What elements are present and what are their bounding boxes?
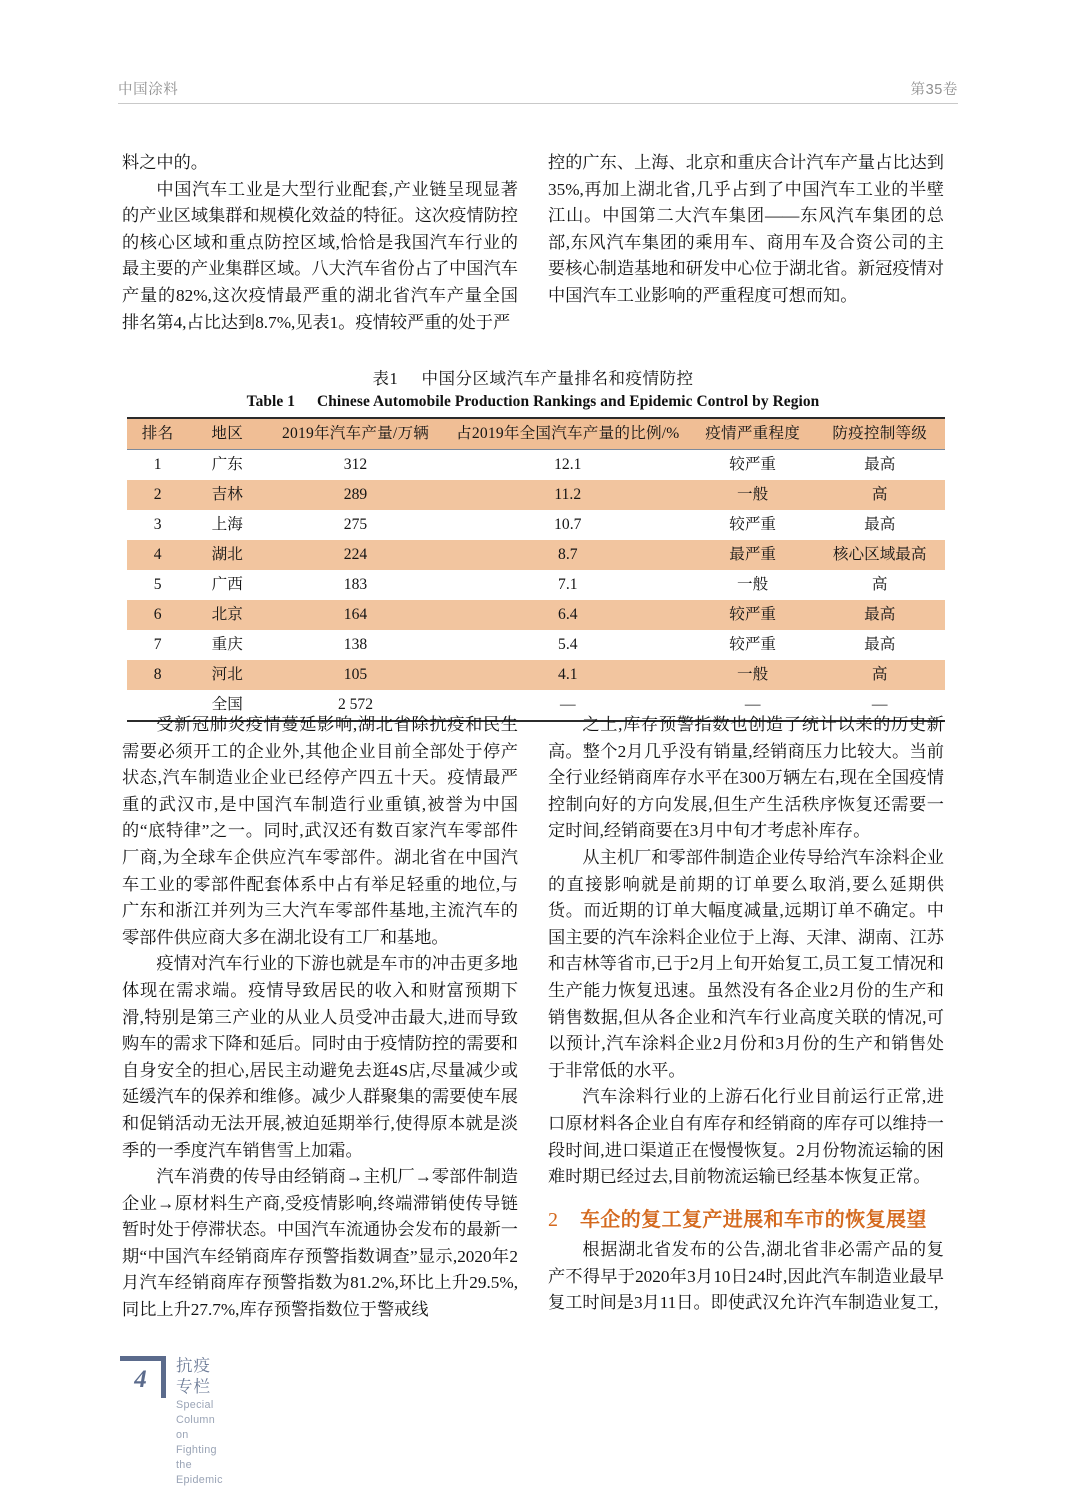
cell-region: 北京 (188, 600, 266, 630)
table-head (127, 418, 945, 450)
table-caption-en-label: Table 1 (246, 393, 296, 410)
paragraph: 中国汽车工业是大型行业配套,产业链呈现显著的产业区域集群和规模化效益的特征。这次疫情防控的核心区域和重点防控区域,恰恰是我国汽车行业的最主要的产业集群区域。八大汽车省份占了中国汽车产量的82%,这次疫情最严重的湖北省汽车产量全国排名第4,占比达到8.7%,见表1。疫情较严重的处于严 (122, 179, 518, 332)
cell-share: — (445, 690, 691, 721)
cell-severity: 最严重 (691, 540, 815, 570)
cell-share: 12.1 (554, 456, 582, 473)
table-header-row (127, 418, 945, 450)
cell-production: 138 (343, 636, 368, 653)
production-ranking-table (127, 417, 945, 722)
table-1-wrapper (127, 417, 945, 722)
cell-control: 高 (871, 576, 888, 593)
cell-control: 最高 (814, 600, 945, 630)
cell-severity: — (691, 690, 815, 721)
cell-control: 最高 (864, 516, 896, 533)
running-head (118, 78, 958, 108)
table-row (127, 480, 945, 510)
cell-region: 广西 (211, 576, 243, 593)
table-row (127, 540, 945, 570)
cell-rank: 5 (153, 576, 162, 593)
paragraph: 疫情对汽车行业的下游也就是车市的冲击更多地体现在需求端。疫情导致居民的收入和财富预期下滑,特别是第三产业的从业人员受冲击最大,进而导致购车的需求下降和延后。同时由于疫情防控的需要和自身安全的担心,居民主动避免去逛4S店,尽量减少或延缓汽车的保养和维修。减少人群聚集的需要使车展和促销活动无法开展,被迫延期举行,使得原本就是淡季的一季度汽车销售雪上加霜。 (122, 954, 518, 1160)
cell-rank: 7 (153, 636, 162, 653)
cell-rank: 4 (127, 540, 188, 570)
body-column-top-left (122, 150, 518, 336)
cell-production: 275 (343, 516, 368, 533)
cell-region: 河北 (188, 660, 266, 690)
running-head-volume: 第35卷 (910, 82, 958, 98)
cell-share: 4.1 (445, 660, 691, 690)
body-column-bottom-right (548, 712, 944, 1191)
paragraph: 料之中的。 (122, 153, 208, 172)
cell-severity: 较严重 (691, 600, 815, 630)
cell-rank: 8 (127, 660, 188, 690)
cell-region: 吉林 (188, 480, 266, 510)
cell-production: 164 (266, 600, 444, 630)
body-column-after-heading (548, 1237, 944, 1317)
table-row (127, 570, 945, 600)
cell-share: 11.2 (445, 480, 691, 510)
cell-severity: 较严重 (729, 516, 777, 533)
mark-right-bar (161, 1356, 166, 1398)
cell-control: 最高 (864, 636, 896, 653)
table-row (127, 660, 945, 690)
paragraph: 汽车消费的传导由经销商→主机厂→零部件制造企业→原材料生产商,受疫情影响,终端滞销使传导链暂时处于停滞状态。中国汽车流通协会发布的最新一期“中国汽车经销商库存预警指数调查”显示,2020年2月汽车经销商库存预警指数为81.2%,环比上升29.5%,同比上升27.7%,库存预警指数位于警戒线 (122, 1167, 518, 1320)
cell-severity: 一般 (691, 480, 815, 510)
section-number: 2 (548, 1209, 559, 1231)
column-header-region: 地区 (188, 418, 266, 450)
cell-region: 广东 (211, 456, 243, 473)
cell-severity: 一般 (691, 660, 815, 690)
table-caption-cn-label: 表1 (372, 369, 399, 388)
section-title: 车企的复工复产进展和车市的恢复展望 (579, 1209, 927, 1231)
table-row (127, 450, 945, 481)
table-caption-english (122, 391, 944, 412)
cell-share: 5.4 (558, 636, 578, 653)
table-row (127, 600, 945, 630)
running-head-rule (118, 103, 958, 104)
footer-text (176, 1356, 223, 1488)
cell-rank: 2 (127, 480, 188, 510)
cell-production: 224 (266, 540, 444, 570)
paragraph: 控的广东、上海、北京和重庆合计汽车产量占比达到35%,再加上湖北省,几乎占到了中国汽车工业的半壁江山。中国第二大汽车集团——东风汽车集团的总部,东风汽车集团的乘用车、商用车及合资公司的主要核心制造基地和研发中心位于湖北省。新冠疫情对中国汽车工业影响的严重程度可想而知。 (548, 153, 944, 305)
cell-control: 核心区域最高 (814, 540, 945, 570)
cell-control: — (814, 690, 945, 721)
cell-production: 312 (343, 456, 368, 473)
cell-region: 湖北 (188, 540, 266, 570)
table-caption-cn-title: 中国分区域汽车产量排名和疫情防控 (421, 369, 694, 388)
cell-share: 8.7 (445, 540, 691, 570)
running-head-journal-title: 中国涂料 (118, 82, 179, 98)
cell-control: 高 (814, 480, 945, 510)
paragraph: 从主机厂和零部件制造企业传导给汽车涂料企业的直接影响就是前期的订单要么取消,要么延期供货。而近期的订单大幅度减量,远期订单不确定。中国主要的汽车涂料企业位于上海、天津、湖南、江苏和吉林等省市,已于2月上旬开始复工,员工复工情况和生产能力恢复迅速。虽然没有各企业2月份的生产和销售数据,但从各企业和汽车行业高度关联的情况,可以预计,汽车涂料企业2月份和3月份的生产和销售处于非常低的水平。 (548, 847, 944, 1080)
cell-severity: 一般 (737, 576, 769, 593)
column-header-share: 占2019年全国汽车产量的比例/% (445, 418, 691, 450)
column-header-control: 防疫控制等级 (814, 418, 945, 450)
paragraph: 汽车涂料行业的上游石化行业目前运行正常,进口原材料各企业自有库存和经销商的库存可以维持一段时间,进口渠道正在慢慢恢复。2月份物流运输的困难时期已经过去,目前物流运输已经基本恢复正常。 (548, 1087, 944, 1187)
cell-region: 上海 (211, 516, 243, 533)
cell-share: 7.1 (558, 576, 578, 593)
table-caption-en-title: Chinese Automobile Production Rankings and Epidemic Control by Region (317, 393, 820, 410)
section-heading (548, 1203, 948, 1232)
cell-region: 全国 (188, 690, 266, 721)
page-number-mark (120, 1356, 166, 1398)
table-caption (122, 368, 944, 412)
cell-production: 289 (266, 480, 444, 510)
table-row (127, 510, 945, 540)
cell-share: 10.7 (554, 516, 582, 533)
cell-share: 6.4 (445, 600, 691, 630)
cell-production: 105 (266, 660, 444, 690)
paragraph: 根据湖北省发布的公告,湖北省非必需产品的复产不得早于2020年3月10日24时,因此汽车制造业最早复工时间是3月11日。即使武汉允许汽车制造业复工, (548, 1240, 944, 1313)
column-header-production: 2019年汽车产量/万辆 (266, 418, 444, 450)
cell-rank: 1 (153, 456, 162, 473)
column-header-rank: 排名 (127, 418, 188, 450)
footer-column-name-en: Special Column on Fighting the Epidemic (176, 1399, 223, 1486)
column-header-severity: 疫情严重程度 (691, 418, 815, 450)
page-number: 4 (134, 1366, 147, 1393)
cell-control: 高 (814, 660, 945, 690)
cell-rank: 6 (127, 600, 188, 630)
body-column-top-right (548, 150, 944, 310)
cell-severity: 较严重 (729, 456, 777, 473)
body-column-bottom-left (122, 712, 518, 1324)
cell-production: 2 572 (266, 690, 444, 721)
cell-production: 183 (343, 576, 368, 593)
cell-control: 最高 (864, 456, 896, 473)
table-body (127, 450, 945, 722)
paragraph: 受新冠肺炎疫情蔓延影响,湖北省除抗疫和民生需要必须开工的企业外,其他企业目前全部处于停产状态,汽车制造业企业已经停产四五十天。疫情最严重的武汉市,是中国汽车制造行业重镇,被誉为中国的“底特律”之一。同时,武汉还有数百家汽车零部件厂商,为全球车企供应汽车零部件。湖北省在中国汽车工业的零部件配套体系中占有举足轻重的地位,与广东和浙江并列为三大汽车零部件基地,主流汽车的零部件供应商大多在湖北设有工厂和基地。 (122, 715, 518, 947)
cell-rank: 3 (153, 516, 162, 533)
cell-severity: 较严重 (729, 636, 777, 653)
table-row (127, 630, 945, 660)
footer-column-name-cn: 抗疫专栏 (176, 1357, 211, 1396)
cell-region: 重庆 (211, 636, 243, 653)
table-caption-chinese (122, 368, 944, 390)
paragraph: 之上,库存预警指数也创造了统计以来的历史新高。整个2月几乎没有销量,经销商压力比较大。当前全行业经销商库存水平在300万辆左右,现在全国疫情控制向好的方向发展,但生产生活秩序恢复还需要一定时间,经销商要在3月中旬才考虑补库存。 (548, 715, 944, 841)
